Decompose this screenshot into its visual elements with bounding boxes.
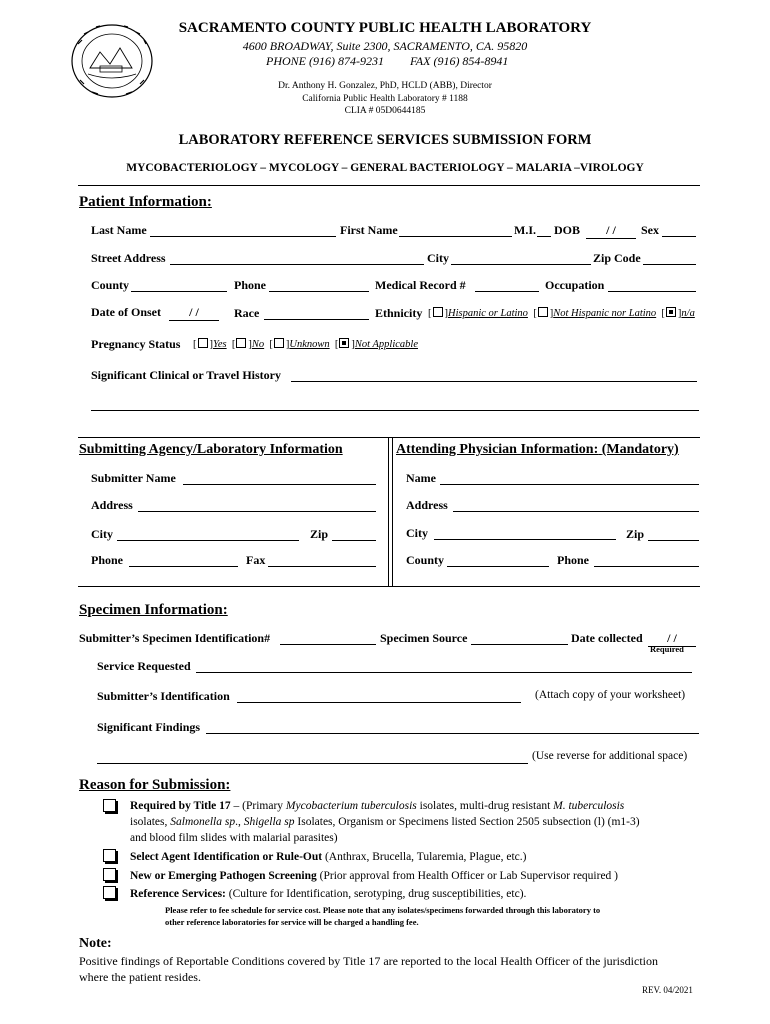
select-agent-checkbox[interactable]: [103, 849, 116, 862]
select-agent-bold: Select Agent Identification or Rule-Out: [130, 851, 323, 863]
eth-hispanic-checkbox[interactable]: [433, 307, 443, 317]
specimen-id-field[interactable]: [280, 644, 376, 645]
physician-name-label: Name: [406, 471, 436, 485]
submitter-zip-field[interactable]: [332, 540, 376, 541]
title17-line3: and blood film slides with malarial parasites): [130, 832, 338, 844]
lab-clia: CLIA # 05D0644185: [344, 106, 426, 116]
lab-number: California Public Health Laboratory # 1188: [302, 94, 468, 104]
physician-phone-label: Phone: [557, 553, 590, 567]
date-required-note: Required: [650, 644, 684, 654]
submitter-fax-label: Fax: [246, 553, 266, 567]
phone-label: Phone: [234, 278, 267, 292]
submitter-phone-label: Phone: [91, 553, 124, 567]
physician-section-heading: [396, 442, 679, 458]
attach-worksheet-note: (Attach copy of your worksheet): [535, 689, 686, 701]
submitter-identification-label: Submitter’s Identification: [97, 689, 230, 703]
zip-label: Zip Code: [593, 251, 641, 265]
lab-address: 4600 BROADWAY, Suite 2300, SACRAMENTO, CA. 95820: [242, 39, 528, 53]
submitter-city-label: City: [91, 527, 113, 541]
preg-unknown-label: Unknown: [289, 339, 330, 350]
title17-organism-b: M. tuberculosis: [553, 800, 625, 812]
last-name-label: Last Name: [91, 223, 147, 237]
specimen-section-heading: Specimen Information:: [79, 602, 228, 618]
form-title: LABORATORY REFERENCE SERVICES SUBMISSION FORM: [178, 132, 592, 148]
physician-name-field[interactable]: [440, 484, 699, 485]
onset-label: Date of Onset: [91, 305, 161, 319]
reference-bold: Reference Services:: [130, 888, 226, 900]
date-collected-label: Date collected: [571, 631, 643, 645]
reference-rest: (Culture for Identification, serotyping, drug susceptibilities, etc).: [225, 888, 527, 900]
medical-record-field[interactable]: [475, 291, 539, 292]
submitter-fax-field[interactable]: [268, 566, 376, 567]
physician-zip-field[interactable]: [648, 540, 699, 541]
history-field-line2[interactable]: [91, 410, 699, 411]
eth-not-hispanic-label: Not Hispanic nor Latino: [553, 308, 657, 319]
emerging-bold: New or Emerging Pathogen Screening: [130, 870, 317, 882]
ethnicity-options: [ ]Hispanic or Latino [ ]Not Hispanic nor Latino [ ]n/a: [428, 308, 695, 319]
county-label: County: [91, 278, 130, 292]
ethnicity-label: Ethnicity: [375, 306, 423, 320]
onset-field[interactable]: / /: [169, 305, 219, 321]
lab-title: SACRAMENTO COUNTY PUBLIC HEALTH LABORATORY: [178, 20, 592, 36]
title17-line2-c: .,: [235, 816, 244, 828]
pregnancy-options: [ ]Yes [ ]No [ ]Unknown [ ]Not Applicable: [193, 339, 418, 350]
specimen-id-label: Submitter’s Specimen Identification#: [79, 631, 271, 645]
emerging-rest: (Prior approval from Health Officer or Lab Supervisor required ): [316, 870, 619, 882]
physician-address-field[interactable]: [453, 511, 699, 512]
reason-section-heading: Reason for Submission:: [79, 777, 231, 793]
preg-na-label: Not Applicable: [354, 339, 418, 350]
title17-text-c: isolates, multi-drug resistant: [416, 800, 554, 812]
preg-yes-checkbox[interactable]: [198, 338, 208, 348]
street-field[interactable]: [170, 264, 424, 265]
physician-address-label: Address: [406, 498, 448, 512]
race-field[interactable]: [264, 319, 369, 320]
title17-text-a: – (Primary: [230, 800, 286, 812]
zip-field[interactable]: [643, 264, 696, 265]
preg-yes-label: Yes: [213, 339, 227, 350]
eth-na-checkbox[interactable]: [666, 307, 676, 317]
preg-unknown-checkbox[interactable]: [274, 338, 284, 348]
eth-not-hispanic-checkbox[interactable]: [538, 307, 548, 317]
dob-field[interactable]: / /: [586, 223, 636, 239]
specimen-source-label: Specimen Source: [380, 631, 468, 645]
patient-section-heading: Patient Information:: [79, 194, 212, 210]
physician-city-label: City: [406, 526, 428, 540]
occupation-label: Occupation: [545, 278, 605, 292]
city-label: City: [427, 251, 449, 265]
title17-bold: Required by Title 17: [130, 800, 231, 812]
submitter-identification-field[interactable]: [237, 702, 521, 703]
preg-no-checkbox[interactable]: [236, 338, 246, 348]
specimen-source-field[interactable]: [471, 644, 568, 645]
medical-record-label: Medical Record #: [375, 278, 466, 292]
note-heading: Note:: [79, 936, 112, 951]
physician-zip-label: Zip: [626, 527, 645, 541]
select-agent-option: [130, 851, 526, 863]
physician-heading-text: Attending Physician Information:: [396, 442, 599, 457]
race-label: Race: [234, 306, 260, 320]
preg-no-label: No: [251, 339, 265, 350]
title17-line2-a: isolates,: [130, 816, 171, 828]
eth-hispanic-label: Hispanic or Latino: [448, 308, 528, 319]
submitter-name-field[interactable]: [183, 484, 376, 485]
first-name-label: First Name: [340, 223, 398, 237]
dob-label: DOB: [554, 223, 581, 237]
title17-organism-a: Mycobacterium tuberculosis: [285, 800, 417, 812]
eth-na-label: n/a: [681, 308, 695, 319]
emerging-pathogen-checkbox[interactable]: [103, 868, 116, 881]
findings-label: Significant Findings: [97, 720, 201, 734]
reference-services-checkbox[interactable]: [103, 886, 116, 899]
sex-label: Sex: [641, 223, 659, 237]
lab-director: Dr. Anthony H. Gonzalez, PhD, HCLD (ABB), Director: [278, 81, 492, 91]
service-requested-field[interactable]: [196, 672, 692, 673]
title17-line2-e: Isolates, Organism or Specimens listed Section 2505 subsection (l) (m1-3): [294, 816, 640, 828]
findings-field-line2[interactable]: [97, 763, 528, 764]
date-collected-field[interactable]: / /: [648, 631, 696, 647]
title17-shigella: Shigella sp: [243, 816, 295, 828]
submitter-name-label: Submitter Name: [91, 471, 176, 485]
phone-field[interactable]: [269, 291, 369, 292]
street-label: Street Address: [91, 251, 166, 265]
note-line2: where the patient resides.: [79, 970, 201, 984]
title17-checkbox[interactable]: [103, 799, 116, 812]
title17-line2: [130, 816, 640, 828]
use-reverse-note: (Use reverse for additional space): [532, 750, 688, 762]
submitting-section-heading: Submitting Agency/Laboratory Information: [79, 442, 343, 457]
last-name-field[interactable]: [150, 236, 336, 237]
title17-line1: [130, 800, 624, 812]
occupation-field[interactable]: [608, 291, 696, 292]
fee-note-line1: Please refer to fee schedule for service cost. Please note that any isolates/specimens forwarded through this laboratory to: [165, 905, 601, 915]
lab-phone: PHONE (916) 874-9231: [266, 54, 384, 68]
mi-field[interactable]: [537, 236, 551, 237]
submitter-phone-field[interactable]: [129, 566, 238, 567]
select-agent-rest: (Anthrax, Brucella, Tularemia, Plague, etc.): [322, 851, 527, 863]
physician-mandatory: (Mandatory): [601, 442, 679, 457]
preg-na-checkbox[interactable]: [339, 338, 349, 348]
fee-note-line2: other reference laboratories for service will be charged a handling fee.: [165, 917, 419, 927]
disciplines: MYCOBACTERIOLOGY – MYCOLOGY – GENERAL BACTERIOLOGY – MALARIA –VIROLOGY: [126, 162, 644, 174]
physician-county-field[interactable]: [447, 566, 549, 567]
lab-fax: FAX (916) 854-8941: [410, 54, 509, 68]
title17-salmonella: Salmonella sp: [170, 816, 236, 828]
service-requested-label: Service Requested: [97, 659, 191, 673]
county-field[interactable]: [131, 291, 227, 292]
physician-phone-field[interactable]: [594, 566, 699, 567]
reference-services-option: [130, 888, 526, 900]
emerging-pathogen-option: [130, 870, 618, 882]
physician-county-label: County: [406, 553, 445, 567]
history-label: Significant Clinical or Travel History: [91, 368, 281, 382]
city-field[interactable]: [451, 264, 591, 265]
sex-field[interactable]: [662, 236, 696, 237]
first-name-field[interactable]: [399, 236, 512, 237]
findings-field[interactable]: [206, 733, 699, 734]
mi-label: M.I.: [514, 223, 536, 237]
physician-city-field[interactable]: [434, 539, 616, 540]
history-field[interactable]: [291, 381, 697, 382]
submitter-zip-label: Zip: [310, 527, 329, 541]
submitter-city-field[interactable]: [117, 540, 299, 541]
revision-label: REV. 04/2021: [642, 985, 693, 995]
note-line1: Positive findings of Reportable Conditions covered by Title 17 are reported to the local Health Officer of the jurisdiction: [79, 954, 658, 968]
submitter-address-field[interactable]: [138, 511, 376, 512]
pregnancy-label: Pregnancy Status: [91, 337, 181, 351]
submitter-address-label: Address: [91, 498, 133, 512]
